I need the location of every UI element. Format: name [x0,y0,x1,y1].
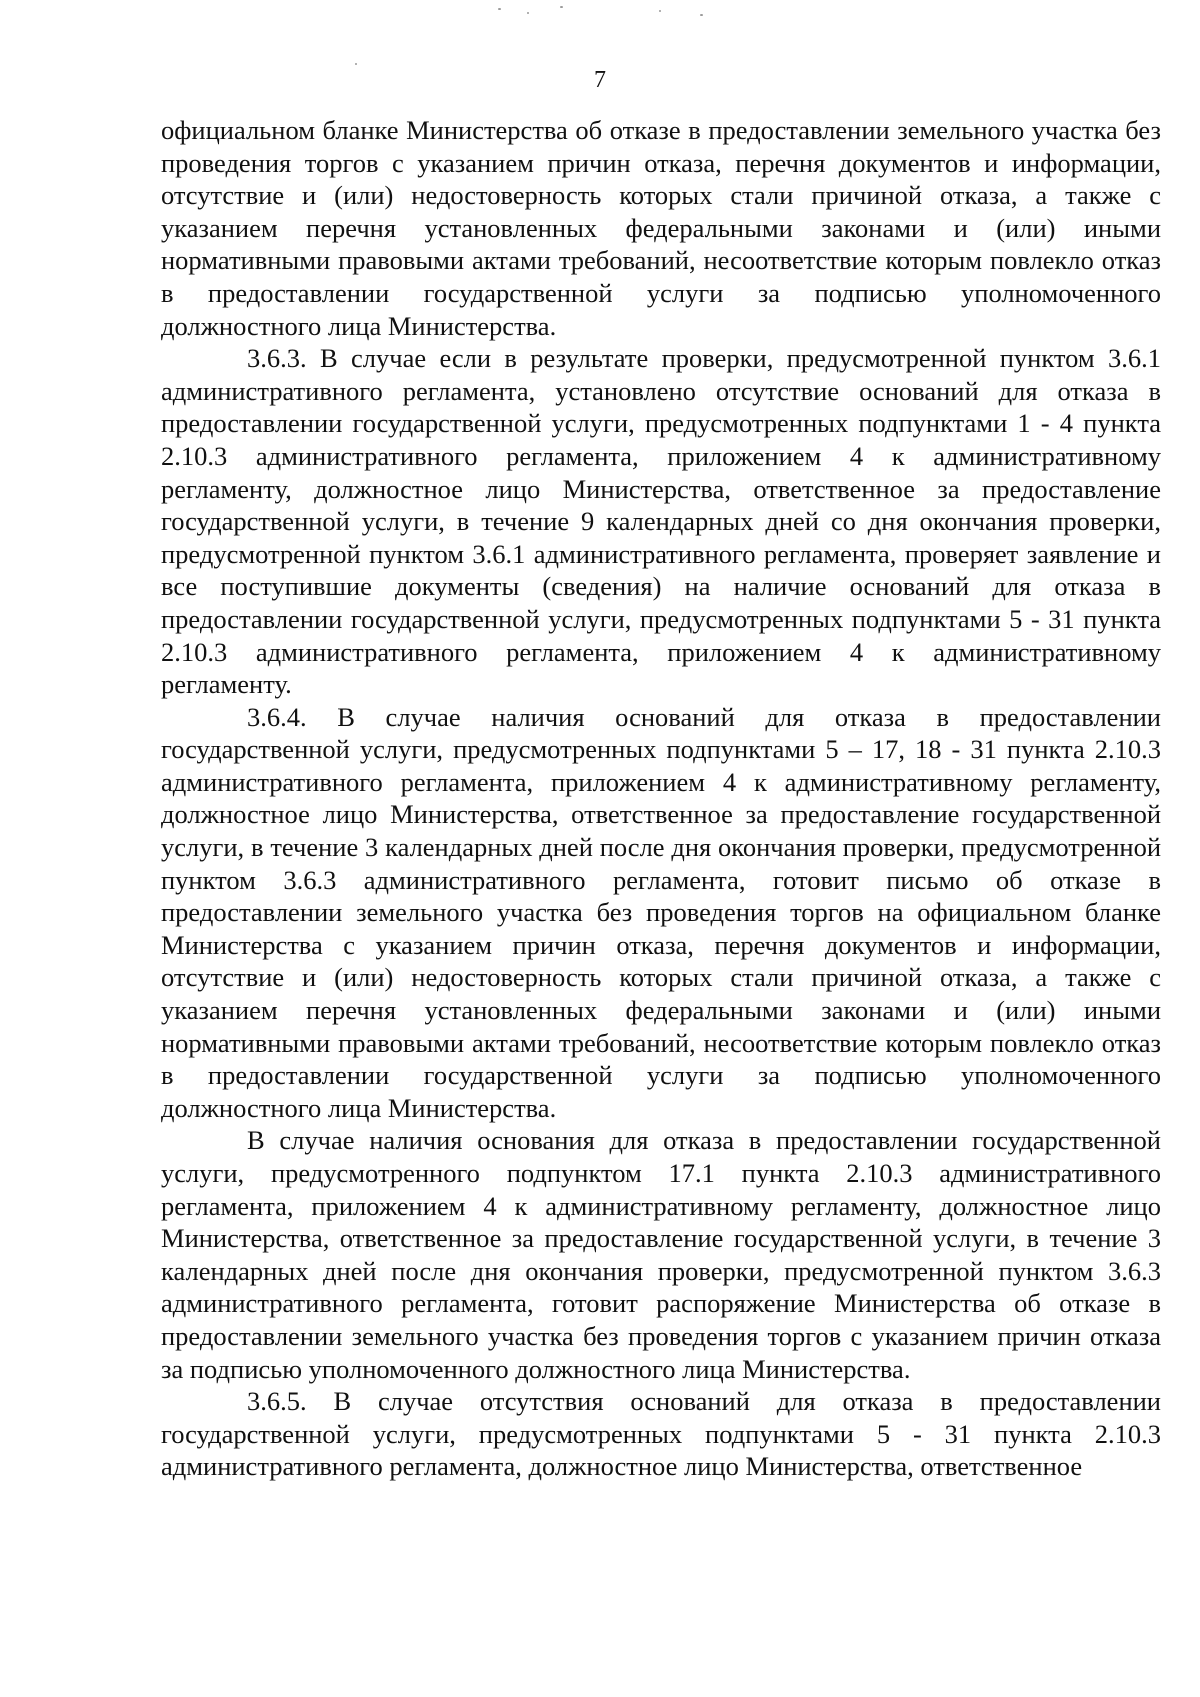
scan-speck [560,6,563,8]
page-number: 7 [594,67,606,93]
scan-speck [527,12,529,14]
paragraph-3-6-4-second: В случае наличия основания для отказа в предоставлении государственной услуги, предусмотренного подпунктом 17.1 пункта 2.10.3 административного регламента, приложением 4 к административному регламенту, должностное лицо Министерства, ответственное за предоставление государственной услуги, в течение 3 календарных дней после дня окончания проверки, предусмотренной пунктом 3.6.3 административного регламента, готовит распоряжение Министерства об отказе в предоставлении земельного участка без проведения торгов с указанием причин отказа за подписью уполномоченного должностного лица Министерства. [161,1125,1161,1384]
paragraph-3-6-5: 3.6.5. В случае отсутствия оснований для отказа в предоставлении государственной услуги, предусмотренных подпунктами 5 - 31 пункта 2.10.3 административного регламента, должностное лицо Министерства, ответственное [161,1386,1161,1482]
scan-speck [700,14,703,16]
paragraph-3-6-3: 3.6.3. В случае если в результате проверки, предусмотренной пунктом 3.6.1 административного регламента, установлено отсутствие оснований для отказа в предоставлении государственной услуги, предусмотренных подпунктами 1 - 4 пункта 2.10.3 административного регламента, приложением 4 к административному регламенту, должностное лицо Министерства, ответственное за предоставление государственной услуги, в течение 9 календарных дней со дня окончания проверки, предусмотренной пунктом 3.6.1 административного регламента, проверяет заявление и все поступившие документы (сведения) на наличие оснований для отказа в предоставлении государственной услуги, предусмотренных подпунктами 5 - 31 пункта 2.10.3 административного регламента, приложением 4 к административному регламенту. [161,343,1161,700]
scan-speck [355,63,357,65]
paragraph-continuation: официальном бланке Министерства об отказе в предоставлении земельного участка без проведения торгов с указанием причин отказа, перечня документов и информации, отсутствие и (или) недостоверность которых стали причиной отказа, а также с указанием перечня установленных федеральными законами и (или) иными нормативными правовыми актами требований, несоответствие которым повлекло отказ в предоставлении государственной услуги за подписью уполномоченного должностного лица Министерства. [161,115,1161,341]
document-body [161,114,1161,1483]
paragraph-3-6-4: 3.6.4. В случае наличия оснований для отказа в предоставлении государственной услуги, предусмотренных подпунктами 5 – 17, 18 - 31 пункта 2.10.3 административного регламента, приложением 4 к административному регламенту, должностное лицо Министерства, ответственное за предоставление государственной услуги, в течение 3 календарных дней после дня окончания проверки, предусмотренной пунктом 3.6.3 административного регламента, готовит письмо об отказе в предоставлении земельного участка без проведения торгов на официальном бланке Министерства с указанием причин отказа, перечня документов и информации, отсутствие и (или) недостоверность которых стали причиной отказа, а также с указанием перечня установленных федеральными законами и (или) иными нормативными правовыми актами требований, несоответствие которым повлекло отказ в предоставлении государственной услуги за подписью уполномоченного должностного лица Министерства. [161,701,1161,1123]
scan-speck [659,10,661,12]
scan-speck [498,8,501,10]
